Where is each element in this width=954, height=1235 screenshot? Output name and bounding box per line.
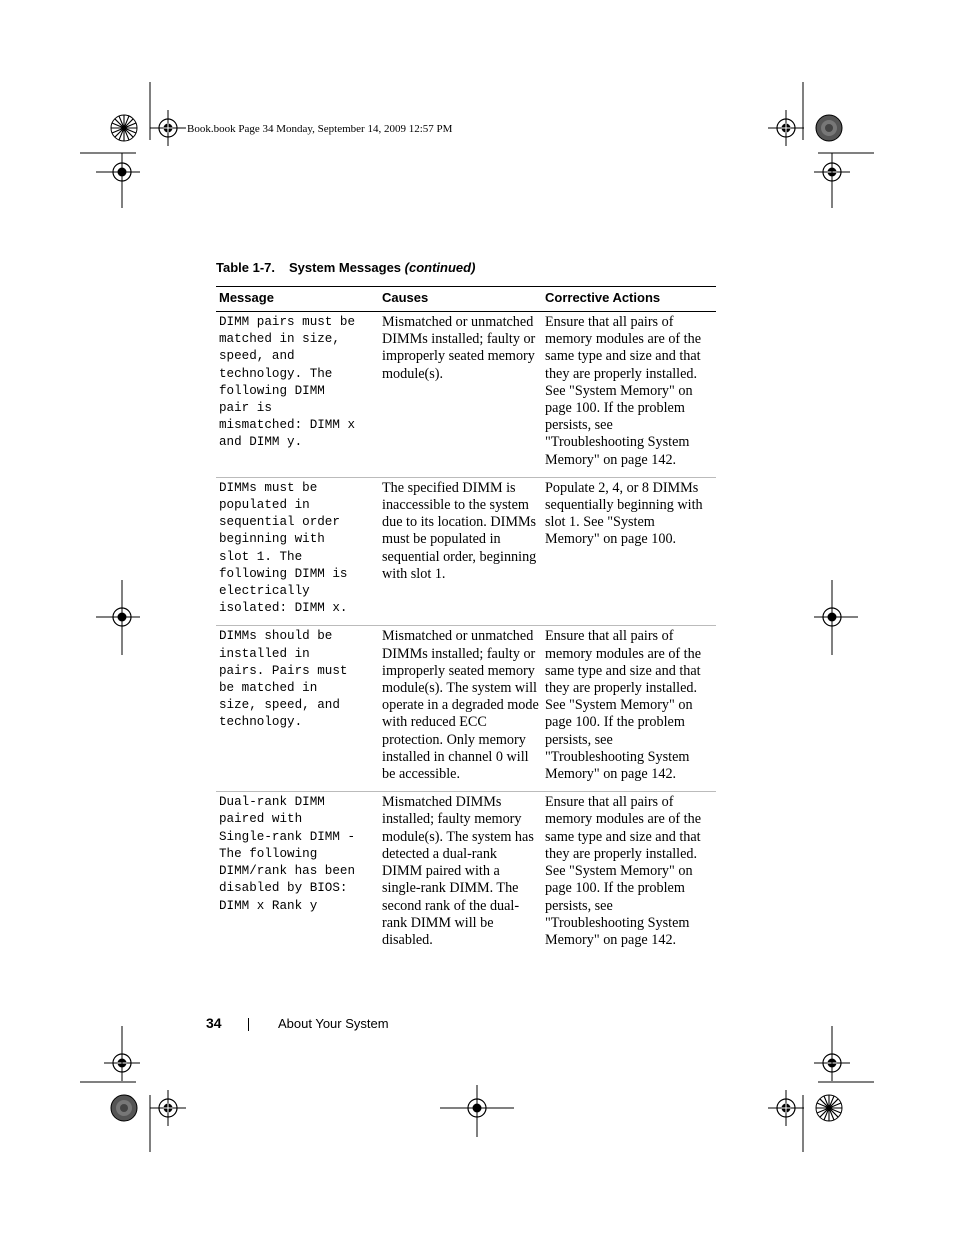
registration-mark-icon	[150, 1090, 186, 1126]
causes-cell: Mismatched DIMMs installed; faulty memory module(s). The system has detected a dual-rank DIMM paired with a single-rank DIMM. The second rank of the dual-rank DIMM will be disabled.	[382, 794, 534, 948]
actions-cell: Ensure that all pairs of memory modules are of the same type and size and that they are properly installed. See "System Memory" on page 100. If the problem persists, see "Troubleshooting System Memory" on page 142.	[542, 312, 716, 478]
footer-section-title: About Your System	[278, 1016, 389, 1031]
table-row	[216, 792, 716, 957]
print-slug: Book.book Page 34 Monday, September 14, 2009 12:57 PM	[187, 123, 453, 135]
table-caption	[216, 260, 475, 275]
table-number: Table 1-7.	[216, 260, 276, 275]
table-title: System Messages	[289, 260, 402, 275]
actions-cell: Populate 2, 4, or 8 DIMMs sequentially beginning with slot 1. See "System Memory" on page 100.	[542, 477, 716, 626]
causes-cell: The specified DIMM is inaccessible to the system due to its location. DIMMs must be populated in sequential order, beginning with slot 1.	[379, 477, 542, 626]
registration-mark-icon	[150, 110, 186, 146]
message-cell: Dual-rank DIMM paired with Single-rank DIMM - The following DIMM/rank has been disabled by BIOS: DIMM x Rank y	[219, 795, 356, 913]
color-wheel-icon	[111, 115, 137, 141]
message-cell: DIMMs must be populated in sequential order beginning with slot 1. The following DIMM is electrically isolated: DIMM x.	[216, 477, 379, 626]
causes-cell: Mismatched or unmatched DIMMs installed; faulty or improperly seated memory module(s). The system will operate in a degraded mode with reduced ECC protection. Only memory installed in channel 0 will be accessible.	[379, 626, 542, 792]
message-cell: DIMM pairs must be matched in size, speed, and technology. The following DIMM pair is mismatched: DIMM x and DIMM y.	[216, 312, 379, 478]
actions-cell: Ensure that all pairs of memory modules are of the same type and size and that they are properly installed. See "System Memory" on page 100. If the problem persists, see "Troubleshooting System Memory" on page 142.	[542, 626, 716, 792]
table-row	[216, 477, 716, 626]
causes-cell: Mismatched or unmatched DIMMs installed; faulty or improperly seated memory module(s).	[379, 312, 542, 478]
column-header-corrective-actions: Corrective Actions	[542, 287, 716, 312]
column-header-message: Message	[216, 287, 379, 312]
message-cell: DIMMs should be installed in pairs. Pairs must be matched in size, speed, and technology.	[216, 626, 379, 792]
registration-mark-icon	[768, 110, 804, 146]
color-wheel-icon	[111, 1095, 137, 1121]
table-row	[216, 626, 716, 792]
actions-cell: Ensure that all pairs of memory modules are of the same type and size and that they are properly installed. See "System Memory" on page 100. If the problem persists, see "Troubleshooting System Memory" on page 142.	[545, 794, 702, 948]
column-header-causes: Causes	[379, 287, 542, 312]
color-wheel-icon	[816, 115, 842, 141]
color-wheel-icon	[816, 1095, 842, 1121]
footer-divider	[248, 1018, 249, 1031]
table-continued-label: (continued)	[404, 260, 476, 275]
system-messages-table	[216, 286, 716, 957]
table-header-row	[216, 287, 716, 312]
page-number: 34	[206, 1015, 222, 1031]
table-row	[216, 312, 716, 478]
registration-mark-icon	[768, 1090, 804, 1126]
